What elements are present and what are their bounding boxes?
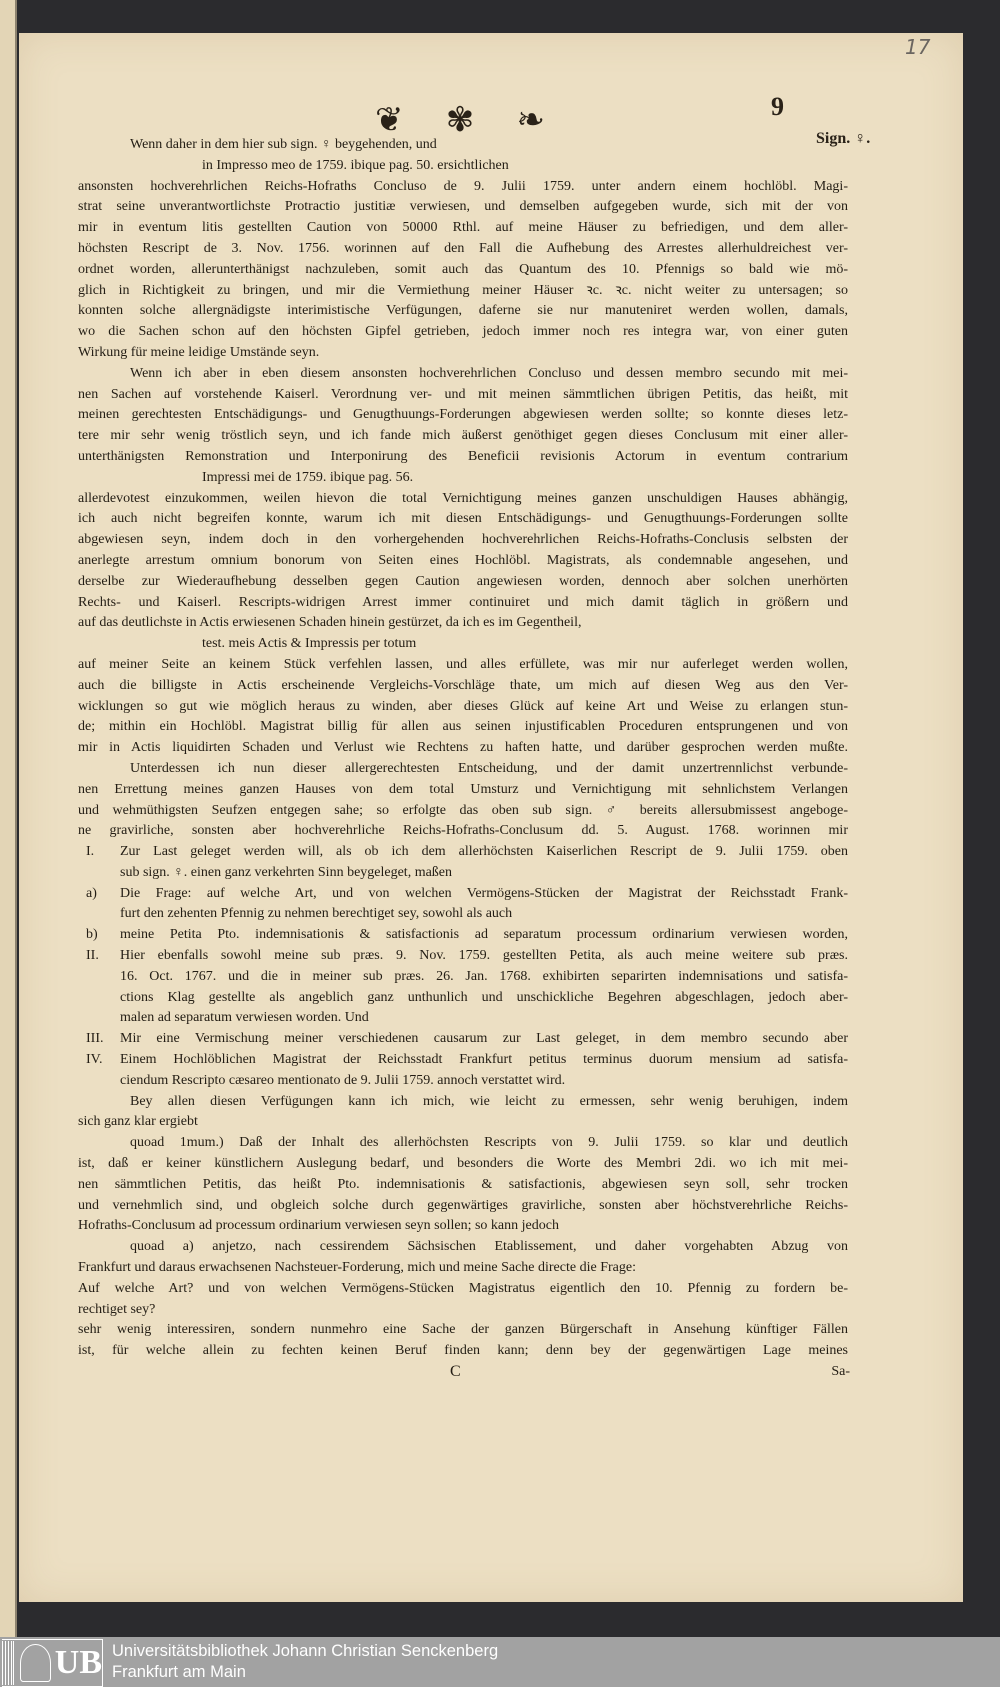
text-line (78, 1050, 848, 1071)
text-line: höchsten Rescript de 3. Nov. 1756. worinnen auf den Fall die Aufhebung des Arrestes allerhuldreichest ver- (78, 240, 848, 256)
text-line: sub sign. ♀. einen ganz verkehrten Sinn beygeleget, maßen (120, 864, 453, 880)
text-line: glich in Richtigkeit zu bringen, und mir die Vermiethung meiner Häuser ꝛc. ꝛc. nicht weiter zu untersagen; so (78, 282, 848, 298)
fleuron-right-icon: ❧ (516, 102, 545, 139)
text-line: wicklungen so gut wie möglich heraus zu winden, aber dieses Glück auf keine Art und Weise zu erlangen stun- (78, 698, 848, 714)
list-item-text: Mir eine Vermischung meiner verschiedenen causarum zur Last geleget, in dem membro secundo aber (120, 1031, 848, 1047)
logo-text: UB (54, 1644, 102, 1681)
left-page-edge (0, 0, 17, 1637)
text-line: sehr wenig interessiren, sondern nunmehro eine Sache der ganzen Bürgerschaft in Ansehung künftiger Fällen (78, 1322, 848, 1338)
text-line: quoad 1mum.) Daß der Inhalt des allerhöchsten Rescripts von 9. Julii 1759. so klar und deutlich (130, 1135, 848, 1151)
list-marker: a) (86, 885, 97, 901)
text-line: sich ganz klar ergiebt (78, 1114, 198, 1130)
text-line: tere mir sehr wenig tröstlich seyn, und ich fande mich äußerst genöthiget gegen dieses Conclusum mit einer aller- (78, 428, 848, 444)
list-item-text: Hier ebenfalls sowohl meine sub præs. 9. Nov. 1759. gestellten Petita, als auch meine weitere sub præs. (120, 948, 848, 964)
text-line: ciendum Rescripto cæsareo mentionato de 9. Julii 1759. annoch verstattet wird. (120, 1072, 566, 1088)
text-line: und vernehmlich sind, und obgleich solche durch gegenwärtiges gravirliche, sonsten aber höchstverehrliche Reichs- (78, 1197, 848, 1213)
library-footer (0, 1637, 1000, 1687)
text-line: quoad a) anjetzo, nach cessirendem Sächsischen Etablissement, und daher vorgehabten Abzug von (130, 1239, 848, 1255)
text-line: strat seine unverantwortlichste Protractio justitiæ verwiesen, und demselben aufgegeben wurde, sich mit der von (78, 199, 848, 215)
list-item-text: Zur Last geleget werden will, als ob ich dem allerhöchsten Kaiserlichen Rescript de 9. Julii 1759. oben (120, 844, 848, 860)
list-item-text: Die Frage: auf welche Art, und von welchen Vermögens-Stücken der Magistrat der Reichsstadt Frank- (120, 885, 848, 901)
list-marker: IV. (86, 1052, 103, 1068)
list-marker: I. (86, 844, 95, 860)
text-line: ich auch nicht begreifen konnte, warum ich mit diesen Entschädigungs- und Genugthuungs-Forderungen sollte (78, 511, 848, 527)
text-line: Hofraths-Conclusum ad processum ordinarium verwiesen seyn sollen; so kann jedoch (78, 1218, 559, 1234)
text-line: in Impresso meo de 1759. ibique pag. 50. ersichtlichen (202, 157, 509, 173)
text-line: ist, für welche allein zu fechten keinen Beruf finden kann; denn bey der gegenwärtigen Lage meines (78, 1343, 848, 1359)
text-line (78, 842, 848, 863)
text-line: allerdevotest einzukommen, weilen hievon die total Vernichtigung meines ganzen unschuldigen Hauses abhängig, (78, 490, 848, 506)
columns-icon (2, 1641, 14, 1685)
text-line: Wenn ich aber in eben diesem ansonsten hochverehrlichen Concluso und dessen membro secundo mit mei- (130, 365, 848, 381)
list-marker: II. (86, 948, 99, 964)
signature-mark: C (450, 1363, 461, 1381)
ub-logo[interactable] (2, 1639, 103, 1687)
text-line: malen ad separatum verwiesen worden. Und (120, 1010, 369, 1026)
text-line: meinen gerechtesten Entschädigungs- und Genugthuungs-Forderungen abgewiesen werden sollte; so konnte dieses letz- (78, 407, 848, 423)
text-line: anerlegte arrestum omnium bonorum von Seiten eines Hochlöbl. Magistrats, als condemnable angesehen, und (78, 552, 848, 568)
library-city: Frankfurt am Main (112, 1663, 246, 1681)
header-ornament (375, 100, 545, 140)
text-line: nen sämmtlichen Petitis, das heißt Pto. indemnisationis & satisfactionis, abgewiesen seyn soll, sehr trocken (78, 1176, 848, 1192)
text-line (78, 884, 848, 905)
text-line: Wenn daher in dem hier sub sign. ♀ beygehenden, und (130, 137, 437, 152)
text-line: und wehmüthigsten Seufzen entgegen sahe; so erfolgte das oben sub sign. ♂ bereits allersubmissest angeboge- (78, 802, 848, 818)
text-line: Wirkung für meine leidige Umstände seyn. (78, 344, 320, 360)
text-line (78, 925, 848, 946)
text-line: 16. Oct. 1767. und die in meiner sub præs. 26. Jan. 1768. exhibirten separirten indemnisations und satisfa- (120, 968, 848, 984)
text-line: furt den zehenten Pfennig zu nehmen berechtiget sey, sowohl als auch (120, 906, 513, 922)
text-line: Auf welche Art? und von welchen Vermögens-Stücken Magistratus eigentlich den 10. Pfennig zu fordern be- (78, 1280, 848, 1296)
list-item-text: meine Petita Pto. indemnisationis & satisfactionis ad separatum processum ordinarium verwiesen worden, (120, 927, 848, 943)
library-info (112, 1641, 498, 1683)
catchword: Sa- (831, 1364, 850, 1380)
text-line: auf meiner Seite an keinem Stück verfehlen lassen, und alles erfüllete, was mir nur auferleget werden wollen, (78, 656, 848, 672)
text-line: Frankfurt und daraus erwachsenen Nachsteuer-Forderung, mich und meine Sache directe die Frage: (78, 1260, 636, 1276)
text-line: auch die billigste in Actis erscheinende Vergleichs-Vorschläge thate, um mich auf diesen Weg aus den Ver- (78, 677, 848, 693)
fleuron-left-icon: ❦ (375, 102, 404, 139)
text-line (78, 1029, 848, 1050)
text-line: ansonsten hochverehrlichen Reichs-Hofraths Concluso de 9. Julii 1759. unter andern einem hochlöbl. Magi- (78, 178, 848, 194)
text-line: test. meis Actis & Impressis per totum (202, 636, 417, 652)
text-line: ctions Klag gestellte als angeblich ganz unthunlich und unschickliche Begehren abgeschlagen, jedoch aber- (120, 989, 848, 1005)
margin-note-sign: Sign. ♀. (816, 130, 871, 147)
text-lines (78, 135, 848, 1362)
text-line: mir in eventum litis gestellten Caution von 50000 Rthl. auf meine Häuser zu befriedigen, und dem aller- (78, 220, 848, 236)
text-line: wo die Sachen schon auf den höchsten Gipfel getrieben, jedoch immer noch res integra war, von einer guten (78, 324, 848, 340)
text-line: konnten solche allergnädigste interimistische Verfügungen, daferne sie nur manuteniret werden wollen, damals, (78, 303, 848, 319)
page-number: 9 (771, 92, 784, 121)
list-item-text: Einem Hochlöblichen Magistrat der Reichsstadt Frankfurt petitus terminus duorum mensium ad satisfa- (120, 1052, 848, 1068)
text-line: Bey allen diesen Verfügungen kann ich mich, wie leicht zu ermessen, sehr wenig beruhigen, indem (130, 1093, 848, 1109)
text-line: abgewiesen seyn, indem doch in den vorhergehenden hochverehrlichen Reichs-Hofraths-Conclusis selbsten der (78, 532, 848, 548)
text-line (78, 946, 848, 967)
list-marker: III. (86, 1031, 104, 1047)
text-line: de; mithin ein Hochlöbl. Magistrat billig für allen aus seinen injustificablen Proceduren entsprungenen und von (78, 719, 848, 735)
page-footer-marks (78, 1362, 848, 1382)
body-text (78, 135, 848, 1382)
text-line: ordnet worden, allerunterthänigst nachzuleben, somit auch das Quantum des 10. Pfennigs so bald wie mö- (78, 261, 848, 277)
text-line: nen Errettung meines ganzen Hauses von dem total Umsturz und Vernichtigung mit sehnlichstem Verlangen (78, 781, 848, 797)
text-line: unterthänigsten Remonstration und Interponirung des Beneficii revisionis Actorum in eventum contrarium (78, 448, 848, 464)
text-line: rechtiget sey? (78, 1301, 156, 1317)
handwritten-folio-number: 17 (905, 35, 931, 59)
text-line: Impressi mei de 1759. ibique pag. 56. (202, 469, 414, 485)
fleuron-center-icon: ✾ (445, 102, 475, 139)
text-line: derselbe zur Wiederaufhebung desselben gegen Caution angewiesen worden, dennoch aber solchen unerhörten (78, 573, 848, 589)
portrait-icon (20, 1644, 50, 1682)
text-line: Rechts- und Kaiserl. Rescripts-widrigen Arrest immer continuiret und mich damit täglich in größern und (78, 594, 848, 610)
text-line: nen Sachen auf vorstehende Kaiserl. Verordnung ver- und mit meinen sämmtlichen übrigen Petitis, das heißt, mit (78, 386, 848, 402)
text-line: Unterdessen ich nun dieser allergerechtesten Entscheidung, und der damit unzertrennlichst verbunde- (130, 760, 848, 776)
text-line: auf das deutlichste in Actis erwiesenen Schaden hinein gestürzet, da ich es im Gegentheil, (78, 615, 582, 631)
text-line: ne gravirliche, sonsten aber hochverehrliche Reichs-Hofraths-Conclusum dd. 5. August. 1768. worinnen mir (78, 823, 848, 839)
library-name: Universitätsbibliothek Johann Christian Senckenberg (112, 1642, 499, 1660)
text-line: mir in Actis liquidirten Schaden und Verlust wie Rechtens zu haften hatte, und darüber gesprochen werden mußte. (78, 740, 848, 756)
list-marker: b) (86, 927, 98, 943)
text-line: ist, daß er keiner künstlichern Auslegung bedarf, und besonders die Worte des Membri 2di. wo ich mit mei- (78, 1156, 848, 1172)
